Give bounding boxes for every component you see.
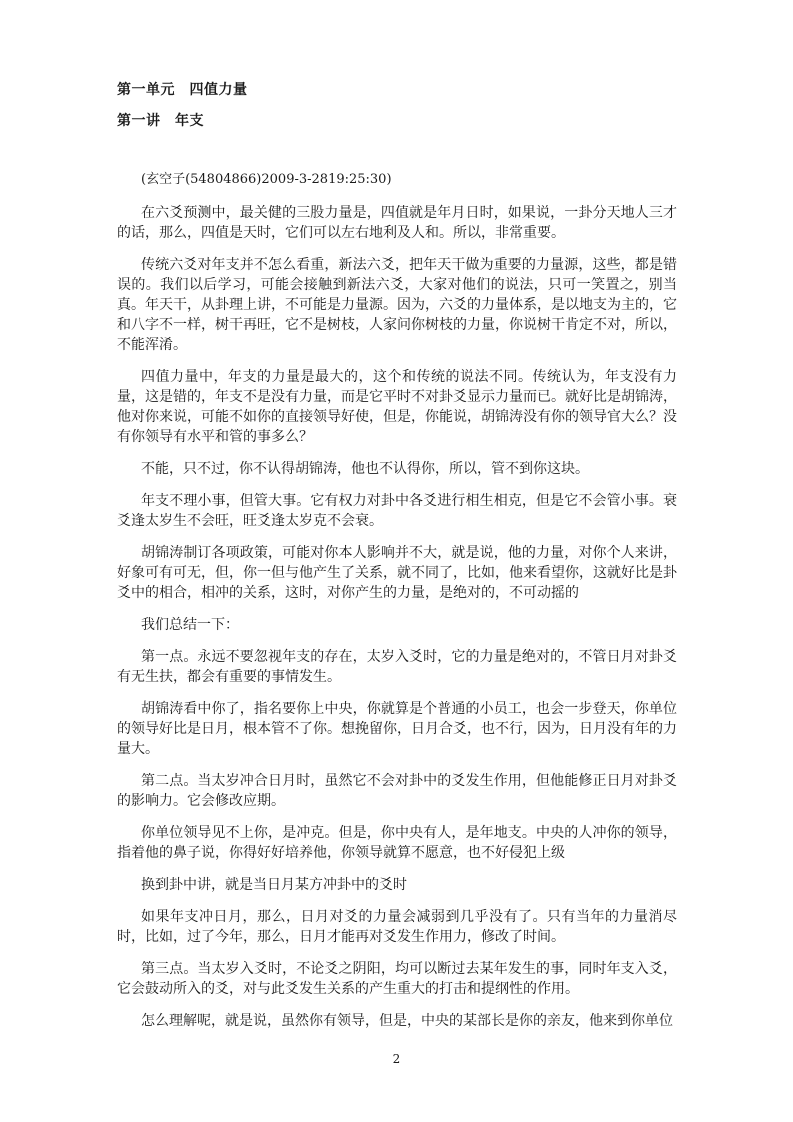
unit-title: 第一单元 四值力量 xyxy=(117,82,248,98)
paragraph: 胡锦涛制订各项政策，可能对你本人影响并不大，就是说，他的力量，对你个人来讲，好象可有可无，但，你一但与他产生了关系，就不同了，比如，他来看望你，这就好比是卦爻中的相合，相冲的关系，这时，对你产生的力量，是绝对的，不可动摇的 xyxy=(117,545,677,601)
paragraph: 第三点。当太岁入爻时，不论爻之阴阳，均可以断过去某年发生的事，同时年支入爻，它会鼓动所入的爻，对与此爻发生关系的产生重大的打击和提纲性的作用。 xyxy=(117,961,677,997)
paragraph: 年支不理小事，但管大事。它有权力对卦中各爻进行相生相克，但是它不会管小事。衰爻逢太岁生不会旺，旺爻逢太岁克不会衰。 xyxy=(117,493,677,529)
meta-line: (玄空子(54804866)2009-3-2819:25:30) xyxy=(141,172,392,187)
lecture-title: 第一讲 年支 xyxy=(117,113,204,129)
paragraph: 第二点。当太岁冲合日月时，虽然它不会对卦中的爻发生作用，但他能修正日月对卦爻的影响力。它会修改应期。 xyxy=(117,773,677,809)
paragraph: 怎么理解呢，就是说，虽然你有领导，但是，中央的某部长是你的亲友，他来到你单位 xyxy=(141,1013,673,1029)
paragraph: 第一点。永远不要忽视年支的存在，太岁入爻时，它的力量是绝对的，不管日月对卦爻有无生扶，都会有重要的事情发生。 xyxy=(117,649,677,685)
paragraph: 不能，只不过，你不认得胡锦涛，他也不认得你，所以，管不到你这块。 xyxy=(141,461,589,477)
body-text xyxy=(117,170,677,1043)
paragraph: 换到卦中讲，就是当日月某方冲卦中的爻时 xyxy=(141,877,407,893)
paragraph: 你单位领导见不上你，是冲克。但是，你中央有人，是年地支。中央的人冲你的领导，指着他的鼻子说，你得好好培养他，你领导就算不愿意，也不好侵犯上级 xyxy=(117,825,677,861)
paragraph: 如果年支冲日月，那么，日月对爻的力量会减弱到几乎没有了。只有当年的力量消尽时，比如，过了今年，那么，日月才能再对爻发生作用力，修改了时间。 xyxy=(117,909,677,945)
paragraph: 我们总结一下： xyxy=(141,617,239,633)
page-number: 2 xyxy=(392,1052,401,1066)
paragraph: 在六爻预测中，最关健的三股力量是，四值就是年月日时，如果说，一卦分天地人三才的话，那么，四值是天时，它们可以左右地利及人和。所以，非常重要。 xyxy=(117,205,677,241)
paragraph: 传统六爻对年支并不怎么看重，新法六爻，把年天干做为重要的力量源，这些，都是错误的。我们以后学习，可能会接触到新法六爻，大家对他们的说法，只可一笑置之，别当真。年天干，从卦理上讲，不可能是力量源。因为，六爻的力量体系，是以地支为主的，它和八字不一样，树干再旺，它不是树枝，人家问你树枝的力量，你说树干肯定不对，所以，不能浑淆。 xyxy=(117,257,677,353)
paragraph: 四值力量中，年支的力量是最大的，这个和传统的说法不同。传统认为，年支没有力量，这是错的，年支不是没有力量，而是它平时不对卦爻显示力量而已。就好比是胡锦涛，他对你来说，可能不如你的直接领导好使，但是，你能说，胡锦涛没有你的领导官大么？没有你领导有水平和管的事多么？ xyxy=(117,369,677,445)
paragraph: 胡锦涛看中你了，指名要你上中央，你就算是个普通的小员工，也会一步登天，你单位的领导好比是日月，根本管不了你。想挽留你，日月合爻，也不行，因为，日月没有年的力量大。 xyxy=(117,701,677,757)
